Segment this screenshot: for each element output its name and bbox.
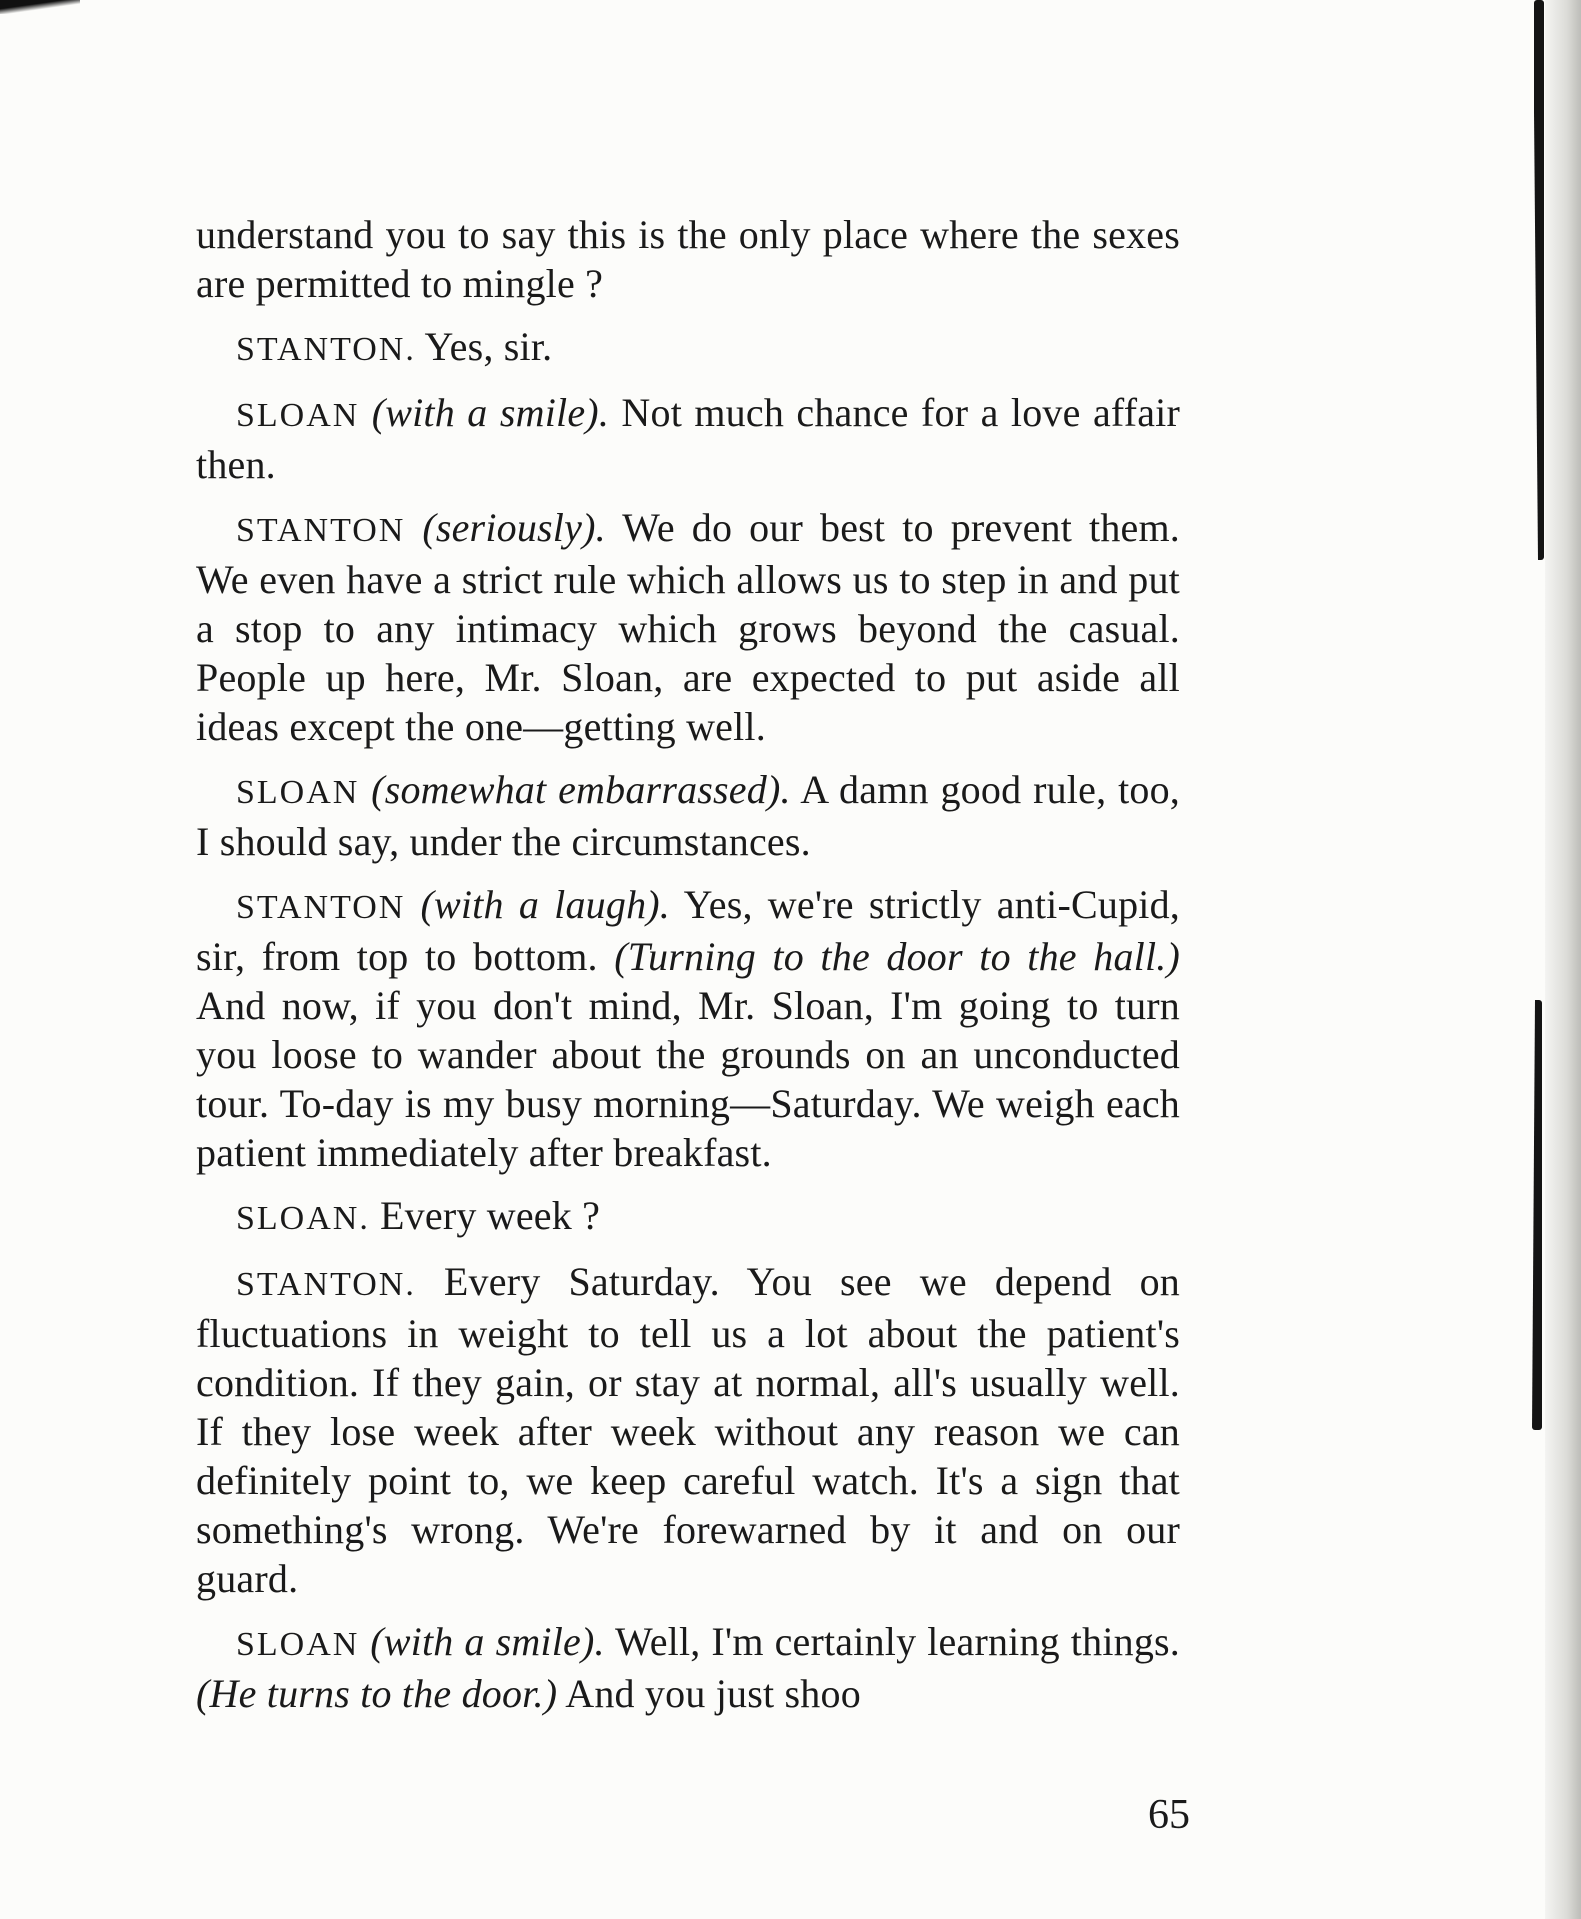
paragraph-sloan-2 [196, 765, 1180, 866]
dialogue-text: And now, if you don't mind, Mr. Sloan, I'm going to turn you loose to wander about the grounds on an unconducted tour. To-day is my busy morning—Saturday. We weigh each patient immediately after breakfast. [196, 983, 1180, 1175]
dialogue-text: understand you to say this is the only place where the sexes are permitted to mingle ? [196, 212, 1180, 306]
speaker-name: STANTON [236, 889, 406, 926]
scan-corner-mark [0, 0, 80, 14]
stage-direction: (seriously). [422, 505, 606, 550]
speaker-name: SLOAN [236, 1626, 360, 1663]
speaker-name: STANTON [236, 512, 406, 549]
speaker-name: STANTON. [236, 331, 416, 368]
scan-edge-middle [1532, 1000, 1542, 1430]
paragraph-stanton-2 [196, 503, 1180, 751]
dialogue-text: Every Saturday. You see we depend on fluctuations in weight to tell us a lot about the patient's condition. If they gain, or stay at normal, all's usually well. If they lose week after week without any reason we can definitely point to, we keep careful watch. It's a sign that something's wrong. We're forewarned by it and on our guard. [196, 1259, 1181, 1601]
play-text [196, 210, 1180, 1732]
page-edge-shadow [1545, 0, 1581, 1919]
dialogue-text: Yes, sir. [424, 324, 553, 369]
dialogue-text: Not much chance for a love affair then. [196, 390, 1181, 487]
speaker-name: SLOAN. [236, 1200, 370, 1237]
paragraph-stanton-3 [196, 880, 1180, 1177]
dialogue-text: Well, I'm certainly learning things. [614, 1619, 1180, 1664]
paragraph-stanton-4 [196, 1257, 1180, 1603]
inline-stage-direction: (Turning to the door to the hall.) [614, 934, 1181, 979]
inline-stage-direction: (He turns to the door.) [196, 1671, 558, 1716]
page-number: 65 [1148, 1792, 1190, 1838]
paragraph-continuation [196, 210, 1180, 308]
dialogue-text: Yes, we're strictly anti-Cupid, sir, from top to bottom. [196, 882, 1180, 979]
paragraph-sloan-3 [196, 1191, 1180, 1243]
stage-direction: (with a smile). [370, 1619, 605, 1664]
dialogue-text: Every week ? [380, 1193, 601, 1238]
paragraph-stanton-1 [196, 322, 1180, 374]
dialogue-text: A damn good rule, too, I should say, under the circumstances. [196, 767, 1180, 864]
dialogue-text: And you just shoo [565, 1671, 861, 1716]
paragraph-sloan-1 [196, 388, 1180, 489]
stage-direction: (with a smile). [371, 390, 610, 435]
dialogue-text: We do our best to prevent them. We even have a strict rule which allows us to step in and put a stop to any intimacy which grows beyond the casual. People up here, Mr. Sloan, are expected to put aside all ideas except the one—getting well. [196, 505, 1181, 749]
scan-edge-top [1534, 0, 1544, 560]
stage-direction: (with a laugh). [420, 882, 671, 927]
stage-direction: (somewhat embarrassed). [371, 767, 791, 812]
speaker-name: SLOAN [236, 774, 360, 811]
speaker-name: SLOAN [236, 397, 360, 434]
speaker-name: STANTON. [236, 1266, 416, 1303]
paragraph-sloan-4 [196, 1617, 1180, 1718]
